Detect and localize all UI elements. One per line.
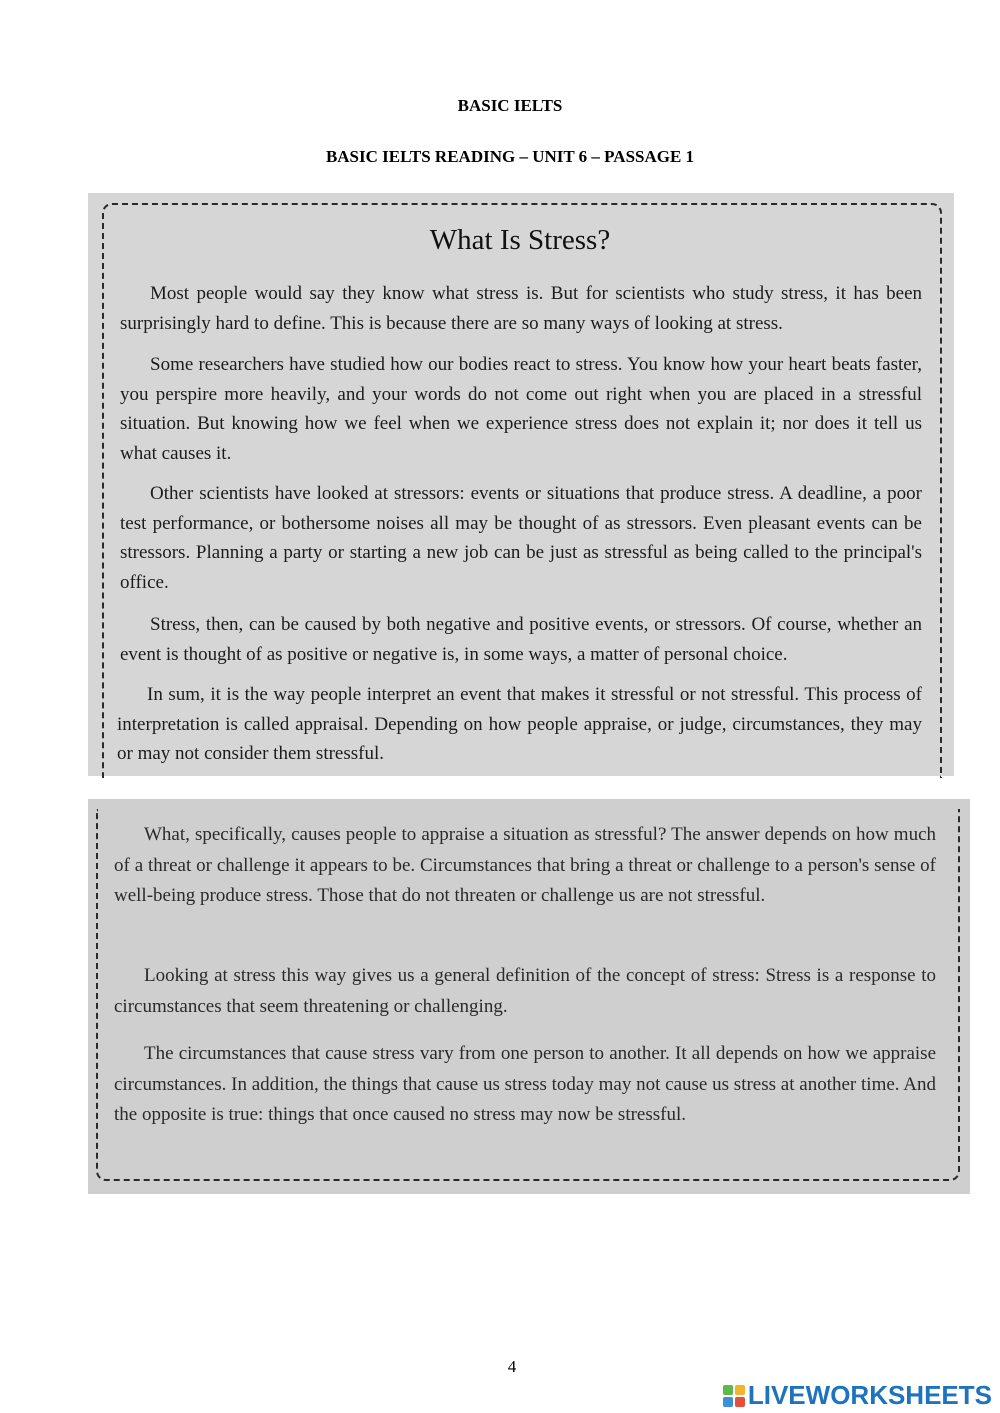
paragraph: The circumstances that cause stress vary from one person to another. It all depends on how we appraise circumstances. In addition, the things that cause us stress today may not cause us stress at another time. And the opposite is true: things that once caused no stress may now be stressful. (114, 1043, 936, 1125)
paragraph: What, specifically, causes people to appraise a situation as stressful? The answer depends on how much of a threat or challenge it appears to be. Circumstances that bring a threat or challenge to a person's sense of well-being produce stress. Those that do not threaten or challenge us are not stressful. (114, 824, 936, 906)
header-subtitle: BASIC IELTS READING – UNIT 6 – PASSAGE 1 (325, 147, 695, 166)
passage-title: What Is Stress? (429, 224, 611, 256)
paragraph: Some researchers have studied how our bodies react to stress. You know how your heart beats faster, you perspire more heavily, and your words do not come out right when you are placed in a stressful situation. But knowing how we feel when we experience stress does not explain it; nor does it tell us what causes it. (120, 354, 922, 464)
paragraph: Most people would say they know what stress is. But for scientists who study stress, it has been surprisingly hard to define. This is because there are so many ways of looking at stress. (120, 283, 922, 334)
header-title: BASIC IELTS (457, 96, 563, 115)
paragraph: Stress, then, can be caused by both negative and positive events, or stressors. Of course, whether an event is thought of as positive or negative is, in some ways, a matter of personal choice. (120, 614, 922, 665)
paragraph: In sum, it is the way people interpret an event that makes it stressful or not stressful. This process of interpretation is called appraisal. Depending on how people appraise, or judge, circumstances, they may or may not consider them stressful. (117, 684, 922, 764)
paragraph: Other scientists have looked at stressors: events or situations that produce stress. A deadline, a poor test performance, or bothersome noises all may be thought of as stressors. Even pleasant events can be stressors. Planning a party or starting a new job can be just as stressful as being called to the principal's office. (120, 483, 922, 593)
paragraph: Looking at stress this way gives us a general definition of the concept of stress: Stress is a response to circumstances that seem threatening or challenging. (114, 965, 936, 1017)
brand-name: LIVEWORKSHEETS (747, 1380, 992, 1410)
liveworksheets-logo-icon (723, 1385, 745, 1407)
page-number: 4 (507, 1357, 517, 1376)
liveworksheets-logo[interactable] (723, 1380, 992, 1411)
